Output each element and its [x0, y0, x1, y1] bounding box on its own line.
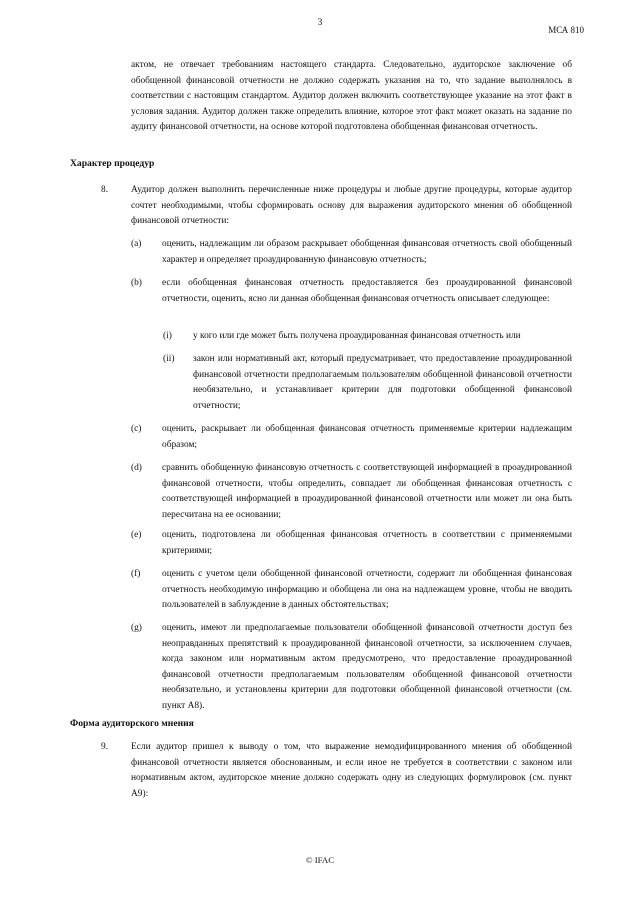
page-number: 3: [317, 18, 323, 28]
document-code: МСА 810: [548, 25, 584, 35]
paragraph-8-text: Аудитор должен выполнить перечисленные ниже процедуры и любые другие процедуры, которые аудитор сочтет необходимыми, чтобы сформировать основу для выражения аудиторского мнения об обобщенной финансовой отчетности:: [131, 185, 572, 226]
list-item-label: (c): [131, 424, 142, 434]
list-item-text: сравнить обобщенную финансовую отчетность с соответствующей информацией в проаудированной финансовой отчетности, чтобы определить, совпадает ли обобщенная финансовая отчетность с соответствующей информацией в проаудированной финансовой отчетности или может ли она быть пересчитана на ее основании;: [162, 463, 572, 520]
list-item-text: если обобщенная финансовая отчетность предоставляется без проаудированной финансовой отчетности, оценить, ясно ли данная обобщенная финансовая отчетность описывает следующее:: [162, 278, 572, 304]
list-item-text: оценить, подготовлена ли обобщенная финансовая отчетность в соответствии с применяемыми критериями;: [162, 530, 572, 556]
list-item-text: оценить, раскрывает ли обобщенная финансовая отчетность применяемые критерии надлежащим образом;: [162, 424, 572, 450]
list-item-text: оценить, надлежащим ли образом раскрывает обобщенная финансовая отчетность свой обобщенный характер и определяет проаудированную финансовую отчетность;: [162, 239, 572, 265]
list-item-text: оценить с учетом цели обобщенной финансовой отчетности, содержит ли обобщенная финансовая отчетность необходимую информацию и обобщена ли она на надлежащем уровне, чтобы не вводить пользователей в заблуждение в данных обстоятельствах;: [162, 569, 572, 610]
sub-item-text: у кого или где может быть получена проаудированная финансовая отчетность или: [193, 331, 521, 341]
section-heading-procedures: Характер процедур: [70, 158, 155, 169]
section-heading-opinion-form: Форма аудиторского мнения: [70, 718, 194, 729]
paragraph-number-9: 9.: [101, 742, 109, 752]
list-item-text: оценить, имеют ли предполагаемые пользователи обобщенной финансовой отчетности доступ без неоправданных препятствий к проаудированной финансовой отчетности, за исключением случаев, когда законом или нормативным актом предусмотрено, что предоставление проаудированной финансовой отчетности предполагаемым пользователям обобщенной финансовой отчетности необязательно, и установлены критерии для подготовки обобщенной финансовой отчетности (см. пункт А8).: [162, 623, 572, 711]
list-item-label: (e): [131, 530, 142, 540]
list-item-label: (g): [131, 623, 142, 633]
list-item-label: (b): [131, 278, 142, 288]
sub-item-text: закон или нормативный акт, который предусматривает, что предоставление проаудированной финансовой отчетности предполагаемым пользователям обобщенной финансовой отчетности необязательно, и устанавливает критерии для подготовки обобщенной финансовой отчетности;: [193, 354, 572, 411]
intro-paragraph: актом, не отвечает требованиям настоящего стандарта. Следовательно, аудиторское заключение об обобщенной финансовой отчетности не должно содержать указания на то, что задание выполнялось в соответствии с настоящим стандартом. Аудитор должен включить соответствующее указание на этот факт в условия задания. Аудитор должен также определить влияние, которое этот факт может оказать на задание по аудиту финансовой отчетности, на основе которой подготовлена обобщенная финансовая отчетность.: [131, 60, 572, 132]
footer-copyright: © IFAC: [305, 855, 335, 865]
list-item-label: (a): [131, 239, 142, 249]
list-item-label: (d): [131, 463, 142, 473]
paragraph-number-8: 8.: [101, 185, 109, 195]
sub-item-label: (i): [163, 331, 172, 341]
paragraph-9-text: Если аудитор пришел к выводу о том, что выражение немодифицированного мнения об обобщенной финансовой отчетности является обоснованным, и если иное не требуется в соответствии с законом или нормативным актом, аудиторское мнение должно содержать одну из следующих формулировок (см. пункт А9):: [131, 742, 572, 799]
list-item-label: (f): [131, 569, 141, 579]
sub-item-label: (ii): [163, 354, 175, 364]
